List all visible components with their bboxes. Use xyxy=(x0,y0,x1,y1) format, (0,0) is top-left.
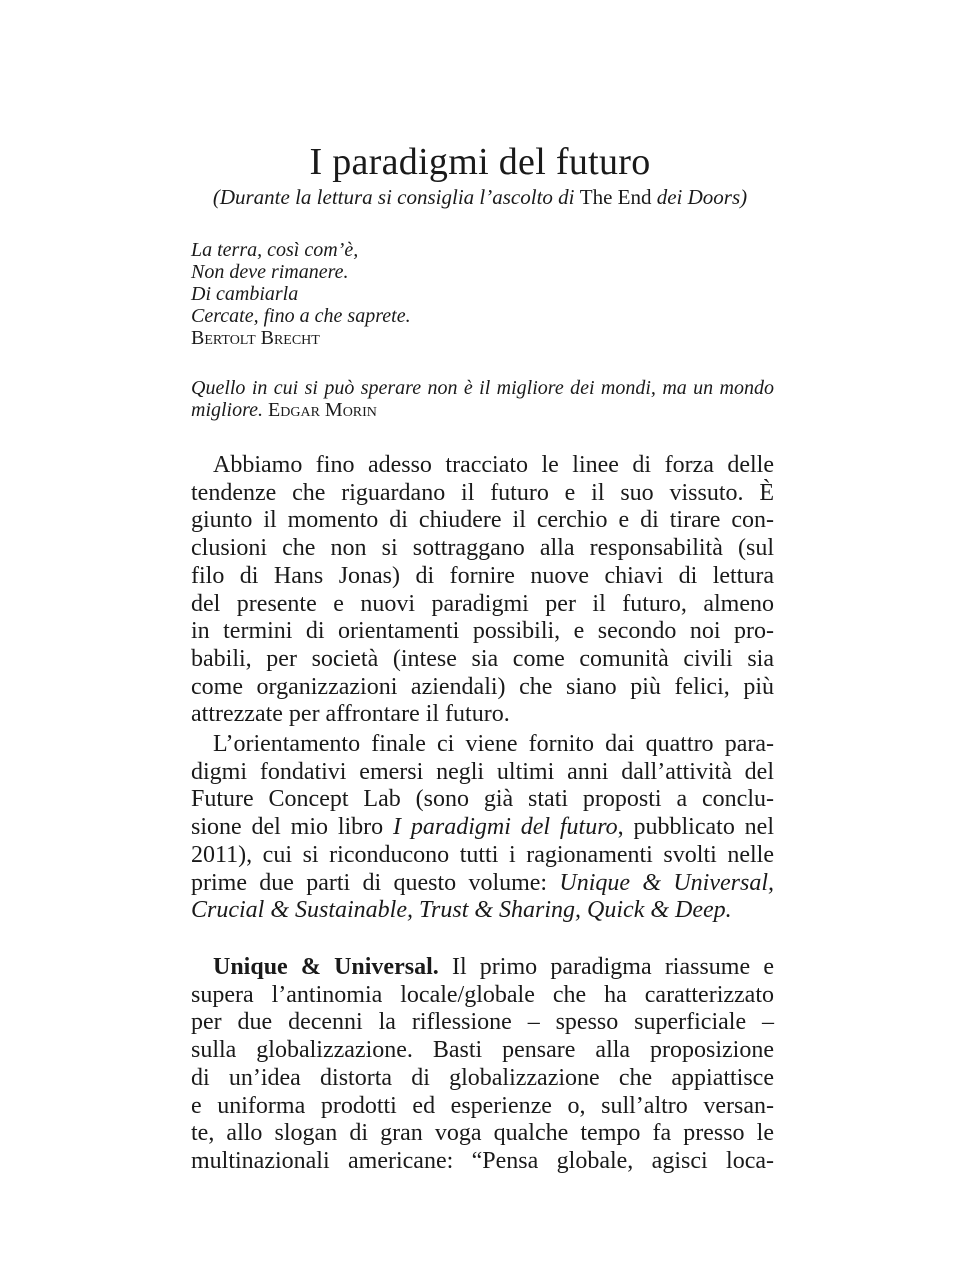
text-line: 2011), cui si riconducono tutti i ragionamenti svolti nelle xyxy=(191,841,774,868)
text-line: sulla globalizzazione. Basti pensare alla proposizione xyxy=(191,1037,774,1064)
text-line: tendenze che riguardano il futuro e il suo vissuto. È xyxy=(191,479,774,506)
text-fragment: sione del mio libro xyxy=(191,814,394,841)
epigraph-author: Bertolt Brecht xyxy=(191,327,320,349)
subtitle-part2: dei Doors) xyxy=(651,185,748,209)
epigraph-author: Edgar Morin xyxy=(268,399,377,421)
subtitle-song: The End xyxy=(579,185,652,209)
text-line: come organizzazioni aziendali) che siano più felici, più xyxy=(191,673,774,700)
text-fragment: , pubblicato nel xyxy=(617,814,774,841)
text-line: clusioni che non si sottraggano alla responsabilità (sul xyxy=(191,535,774,562)
text-line: supera l’antinomia locale/globale che ha caratterizzato xyxy=(191,981,774,1008)
epigraph-morin xyxy=(191,377,774,421)
text-line: babili, per società (intese sia come comunità civili sia xyxy=(191,645,774,672)
text-line xyxy=(191,954,774,982)
text-line xyxy=(191,870,774,898)
epigraph-line: Cercate, fino a che saprete. xyxy=(191,305,411,327)
text-line: di un’idea distorta di globalizzazione che appiattisce xyxy=(191,1064,774,1091)
text-line: multinazionali americane: “Pensa globale, agisci loca- xyxy=(191,1147,774,1174)
paragraph-unique-universal xyxy=(191,954,774,1176)
text-line xyxy=(191,814,774,842)
epigraph-line: Non deve rimanere. xyxy=(191,261,349,283)
epigraph-line: La terra, così com’è, xyxy=(191,239,359,261)
text-line: Abbiamo fino adesso tracciato le linee di forza delle xyxy=(213,452,774,478)
text-fragment: prime due parti di questo volume: xyxy=(191,869,560,896)
text-line: e uniforma prodotti ed esperienze o, sull’altro versan- xyxy=(191,1092,774,1119)
book-title: I paradigmi del futuro xyxy=(393,814,618,841)
paragraph-intro xyxy=(191,452,774,729)
text-line: attrezzate per affrontare il futuro. xyxy=(191,701,510,728)
epigraph-brecht xyxy=(191,239,791,349)
paradigm-names: Crucial & Sustainable, Trust & Sharing, Quick & Deep. xyxy=(191,897,732,924)
chapter-title: I paradigmi del futuro xyxy=(309,141,651,183)
text-line: per due decenni la riflessione – spesso superficiale – xyxy=(191,1009,774,1036)
text-line: giunto il momento di chiudere il cerchio e di tirare con- xyxy=(191,507,774,534)
text-line: Future Concept Lab (sono già stati proposti a conclu- xyxy=(191,786,774,813)
text-line: te, allo slogan di gran voga qualche tempo fa presso le xyxy=(191,1120,774,1147)
epigraph-line: Di cambiarla xyxy=(191,283,299,305)
text-line: digmi fondativi emersi negli ultimi anni dall’attività del xyxy=(191,758,774,785)
chapter-subtitle xyxy=(0,184,960,210)
paragraph-orientation xyxy=(191,731,774,925)
text-fragment: Il primo paradigma riassume e xyxy=(438,954,774,980)
text-line xyxy=(191,897,774,925)
subtitle-part1: (Durante la lettura si consiglia l’ascolto di xyxy=(212,185,580,209)
epigraph-quote: Quello in cui si può sperare non è il migliore dei mondi, ma un mondo migliore. xyxy=(191,377,774,421)
text-line: in termini di orientamenti possibili, e secondo noi pro- xyxy=(191,618,774,645)
text-line: L’orientamento finale ci viene fornito dai quattro para- xyxy=(213,731,774,757)
section-heading: Unique & Universal. xyxy=(213,954,439,980)
paradigm-name: Unique & Universal, xyxy=(559,869,774,896)
text-line: del presente e nuovi paradigmi per il futuro, almeno xyxy=(191,590,774,617)
text-line: filo di Hans Jonas) di fornire nuove chiavi di lettura xyxy=(191,562,774,589)
